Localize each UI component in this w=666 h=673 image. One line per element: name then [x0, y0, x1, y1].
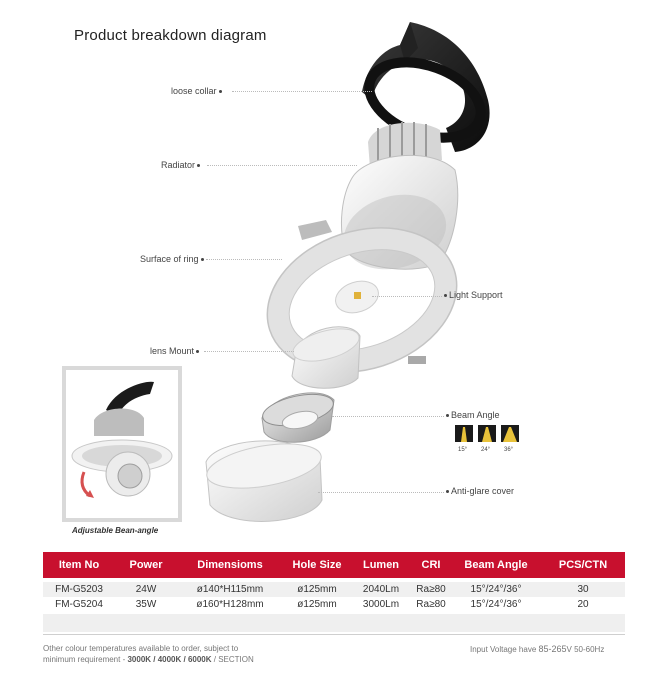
callout-radiator: Radiator [161, 160, 202, 170]
table-row [43, 582, 625, 597]
table-cell: ø160*H128mm [196, 599, 264, 610]
callout-anti-glare-cover: Anti-glare cover [444, 486, 514, 496]
callout-light-support: Light Support [442, 290, 503, 300]
spec-table [43, 552, 625, 632]
table-cell: ø125mm [297, 599, 337, 610]
inset-caption: Adjustable Bean-angle [72, 526, 159, 535]
lens-part [260, 389, 336, 442]
col-header: Beam Angle [464, 559, 528, 571]
leader-line [204, 351, 294, 352]
leader-line [318, 492, 444, 493]
leader-line [206, 259, 282, 260]
col-header: Power [129, 559, 163, 571]
table-header [43, 552, 625, 578]
note-line-1: Other colour temperatures available to order, subject to [43, 644, 239, 653]
beam-15-label: 15° [458, 447, 468, 453]
leader-line [207, 165, 357, 166]
callout-beam-angle: Beam Angle [444, 410, 500, 420]
table-cell: 2040Lm [362, 584, 400, 595]
table-row [43, 597, 625, 612]
callout-surface-of-ring: Surface of ring [140, 254, 206, 264]
page-title: Product breakdown diagram [74, 27, 267, 44]
beam-24-icon [478, 425, 496, 442]
beam-36-label: 36° [504, 447, 514, 453]
col-header: Dimensioms [197, 559, 263, 571]
table-cell: ø125mm [297, 584, 337, 595]
adjustable-inset-image [62, 366, 182, 522]
table-cell: 24W [135, 584, 157, 595]
note-line-2: minimum requirement - 3000K / 4000K / 6000K / SECTION [43, 655, 254, 664]
table-cell: Ra≥80 [416, 599, 446, 610]
table-cell: 35W [135, 599, 157, 610]
col-header: Lumen [362, 559, 400, 571]
divider [43, 634, 625, 635]
adjustable-light-illustration [66, 370, 178, 518]
callout-lens-mount: lens Mount [150, 346, 201, 356]
callout-loose-collar: loose collar [171, 86, 224, 96]
leader-line [232, 91, 372, 92]
beam-24-label: 24° [481, 447, 491, 453]
table-cell: 30 [577, 584, 589, 595]
table-cell: FM-G5203 [55, 584, 103, 595]
table-row-empty [43, 614, 625, 632]
col-header: CRI [421, 559, 441, 571]
anti-glare-cover-part [203, 436, 324, 521]
lens-mount-part [290, 323, 363, 389]
beam-15-icon [455, 425, 473, 442]
table-cell: 15°/24°/36° [470, 584, 522, 595]
colour-note [43, 643, 254, 665]
table-cell: FM-G5204 [55, 599, 103, 610]
table-cell: 15°/24°/36° [470, 599, 522, 610]
table-cell: 20 [577, 599, 589, 610]
leader-line [332, 416, 444, 417]
voltage-note: Input Voltage have 85-265V 50-60Hz [470, 644, 605, 654]
col-header: PCS/CTN [558, 559, 608, 571]
leader-line [372, 296, 442, 297]
col-header: Item No [58, 559, 100, 571]
light-support-part [331, 276, 382, 318]
table-cell: 3000Lm [362, 599, 400, 610]
table-cell: Ra≥80 [416, 584, 446, 595]
col-header: Hole Size [292, 559, 342, 571]
table-cell: ø140*H115mm [196, 584, 264, 595]
beam-36-icon [501, 425, 519, 442]
